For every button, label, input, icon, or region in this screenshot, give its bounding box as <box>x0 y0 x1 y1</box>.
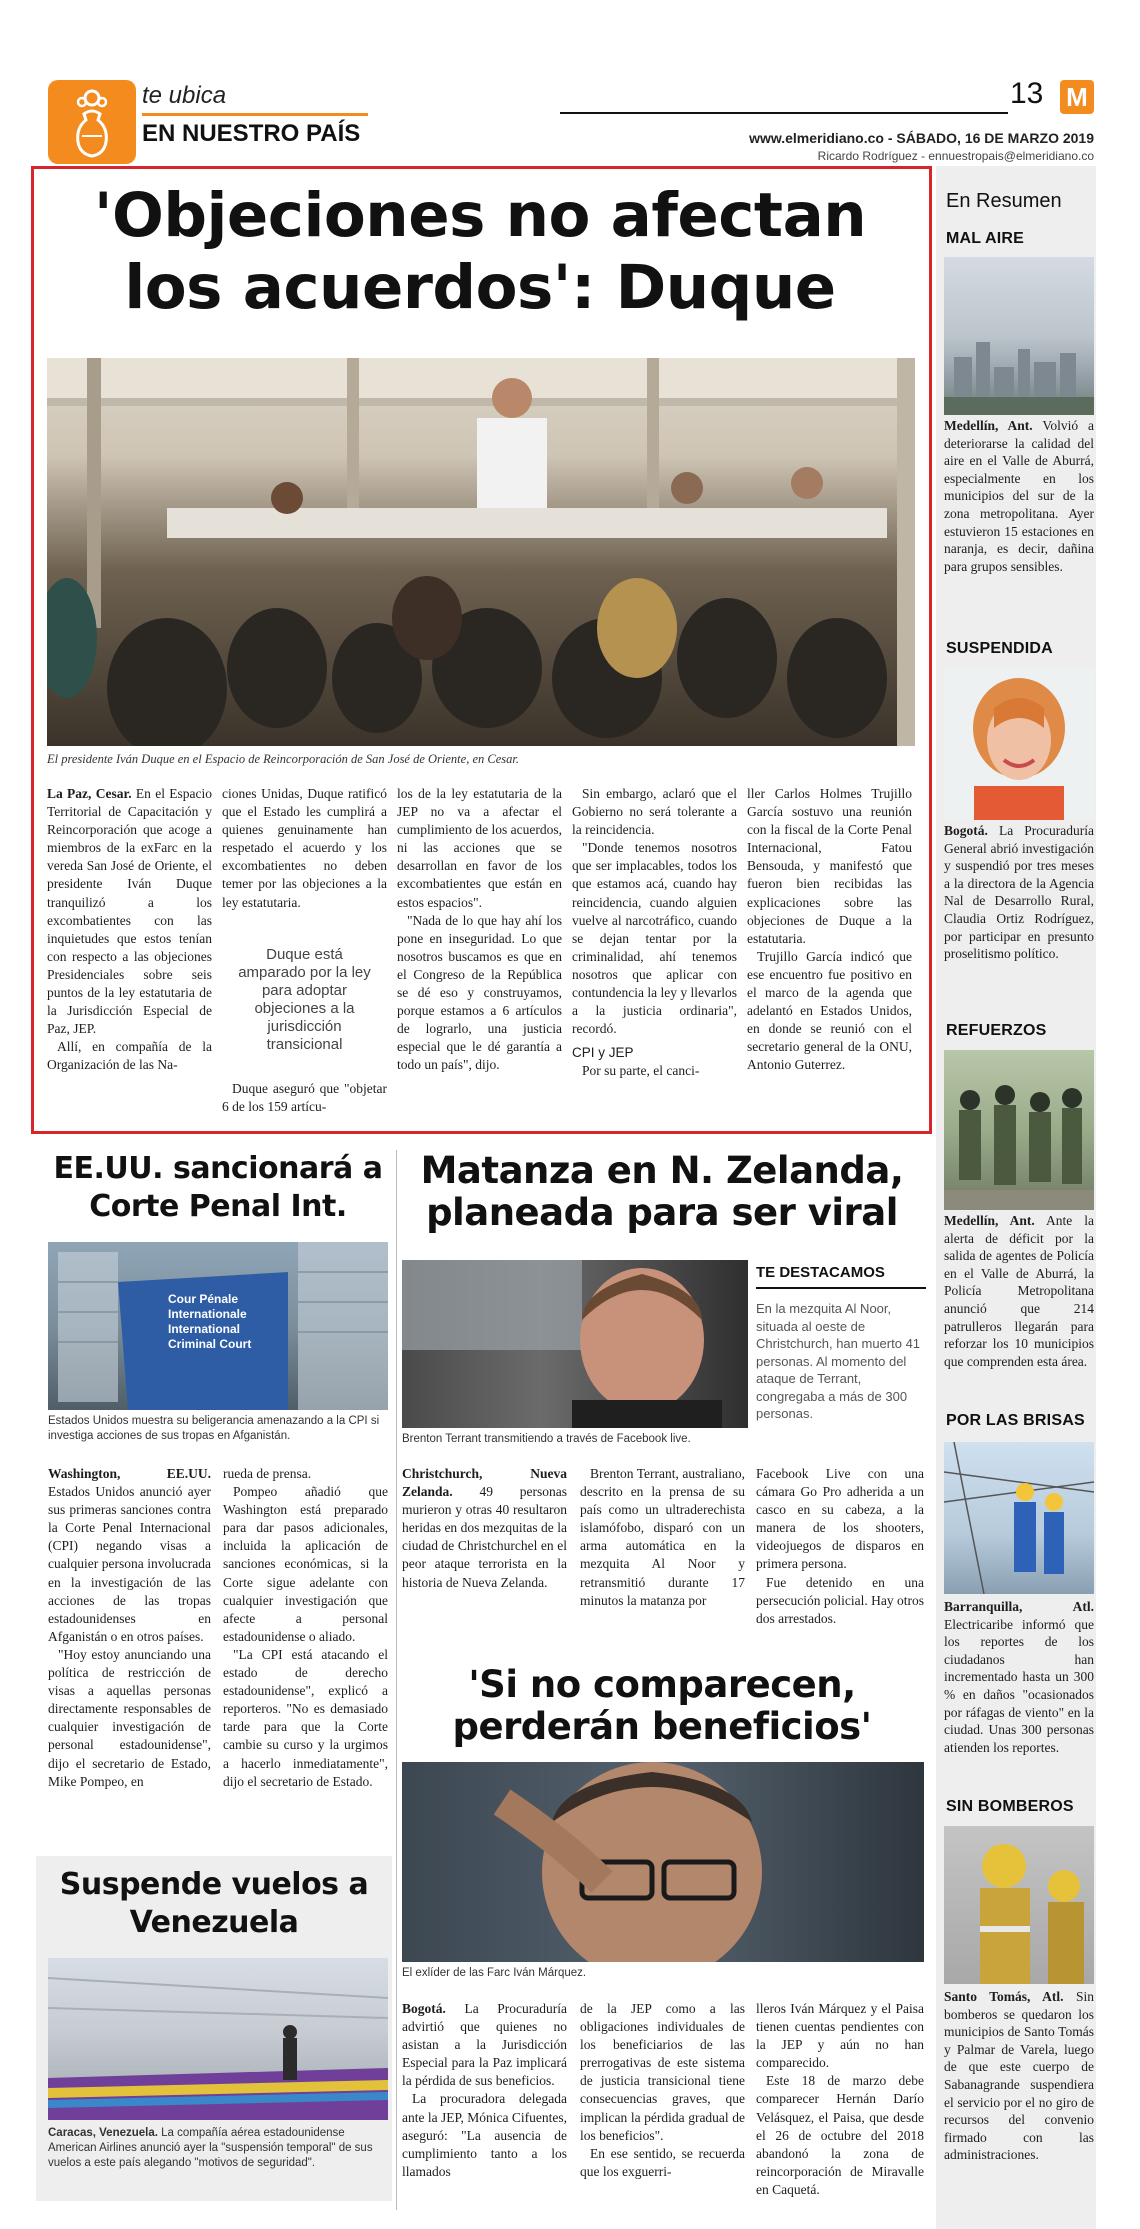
nz-story-col1-p1 <box>402 1465 567 1592</box>
sidebar-item-head: POR LAS BRISAS <box>946 1412 1085 1429</box>
jep-story-col1-text: La Procuraduría advirtió que quienes no asistan a la Jurisdicción Especial para la Paz implicará la pérdida de sus beneficios. <box>402 2001 567 2089</box>
sidebar-item-body <box>944 417 1094 575</box>
sidebar-item-text: La Procuraduría General abrió investigación y suspendió por tres meses a la directora de la Agencia Nal de Desarrollo Rural, Claudia Ortiz Rodríguez, por participar en presunto proselitismo político. <box>944 823 1094 962</box>
jep-story-col3-p1: lleros Iván Márquez y el Paisa tienen cuentas pendientes con la JEP y aún no han comparecido. <box>756 2001 924 2071</box>
nz-story-caption: Brenton Terrant transmitiendo a través de Facebook live. <box>402 1433 691 1445</box>
jep-story-col1-p1 <box>402 2000 567 2090</box>
main-story-subhead: CPI y JEP <box>572 1045 634 1061</box>
sidebar-photo-portrait <box>944 668 1094 820</box>
sidebar-item-body <box>944 822 1094 963</box>
cpi-story-photo <box>48 1242 388 1410</box>
sidebar-item-dateline: Medellín, Ant. <box>944 418 1033 433</box>
cpi-story-col1-text: Estados Unidos anunció ayer sus primeras sanciones contra la Corte Penal Internacional (CPI) negando visas a cualquier persona involucrada en la investigación de las acciones de las tropas estadounidenses en Afganistán o en otros países. <box>48 1484 211 1644</box>
cpi-story-col1-p2: "Hoy estoy anunciando una política de restricción de visas a aquellas personas directamente responsables de cualquier investigación de personal estadounidense", dijo el secretario de Estado, Mike Pompeo, en <box>48 1646 211 1789</box>
sidebar-photo-smog <box>944 257 1094 415</box>
sidebar-photo-firefighter <box>944 1826 1094 1984</box>
nz-highlight-text: En la mezquita Al Noor, situada al oeste de Christchurch, han muerto 41 personas. Al momento del ataque de Terrant, congregaba a más de 300 personas. <box>756 1301 921 1421</box>
nz-story-title: Matanza en N. Zelanda, planeada para ser viral <box>420 1149 904 1234</box>
nz-story-col3 <box>756 1465 924 1633</box>
main-story-col5 <box>747 785 912 1120</box>
jep-story-col2 <box>580 2000 745 2225</box>
main-story-caption: El presidente Iván Duque en el Espacio de Reincorporación de San José de Oriente, en Cesar. <box>47 752 519 766</box>
jep-story-col2-p2: En ese sentido, se recuerda que los exguerri- <box>580 2145 745 2179</box>
vase-icon <box>48 80 136 164</box>
sidebar-item-dateline: Bogotá. <box>944 823 988 838</box>
sidebar-item-dateline: Medellín, Ant. <box>944 1213 1035 1228</box>
nz-story-col2 <box>580 1465 745 1633</box>
nz-highlight-head: TE DESTACAMOS <box>756 1264 885 1281</box>
sidebar-item-dateline: Barranquilla, Atl. <box>944 1599 1094 1614</box>
main-story-col5-p1: ller Carlos Holmes Trujillo García sostuvo una reunión con la fiscal de la Corte Penal Internacional, Fatou Bensouda, y manifestó que fueron bien recibidas las explicaciones sobre las objeciones de Duque a la estatutaria. <box>747 786 912 946</box>
portrait-icon <box>944 668 1094 820</box>
main-story-title: 'Objeciones no afectan los acuerdos': Duque <box>93 180 867 323</box>
cpi-story-col2-p2: Pompeo añadió que Washington está preparado para dar pasos adicionales, incluida la aplicación de sanciones económicas, si la Corte sigue adelante con cualquier investigación que afecte a personal estadounidense o aliado. <box>223 1484 388 1644</box>
section-label-big: EN NUESTRO PAÍS <box>142 120 361 147</box>
sidebar-item-body <box>944 1988 1094 2164</box>
section-logo <box>48 80 136 164</box>
jep-story-col1 <box>402 2000 567 2225</box>
jep-story-title: 'Si no comparecen, perderán beneficios' <box>452 1663 872 1748</box>
main-story-col2-p1: ciones Unidas, Duque ratificó que el Estado les cumplirá a quienes genuinamente han respetado el acuerdo y los excombatientes no deben temer por las objeciones a la ley estatutaria. <box>222 786 387 910</box>
cpi-story-dateline: Washington, EE.UU. <box>48 1466 211 1481</box>
jep-story-photo <box>402 1762 924 1962</box>
jep-story-dateline: Bogotá. <box>402 2001 446 2016</box>
cpi-story-caption: Estados Unidos muestra su beligerancia amenazando a la CPI si investiga acciones de sus tropas en Afganistán. <box>48 1415 380 1442</box>
cpi-story-col2-p1: rueda de prensa. <box>223 1466 312 1481</box>
cpi-story-col2-p3: "La CPI está atacando el estado de derecho estadounidense", explicó a reporteros. "No es demasiado tarde para que la Corte cambie su curso y la urgimos a hacerlo inmediatamente", dijo el secretario de Estado. <box>223 1646 388 1789</box>
jep-story-col3 <box>756 2000 924 2225</box>
sidebar-item-body <box>944 1212 1094 1370</box>
nz-story-photo <box>402 1260 748 1428</box>
nz-story-col1-text: 49 personas murieron y otras 40 resultaron heridas en dos mezquitas de la ciudad de Christchurchel en el peor ataque terrorista en la historia de Nueva Zelanda. <box>402 1484 567 1590</box>
sidebar-item-dateline: Santo Tomás, Atl. <box>944 1989 1064 2004</box>
main-story-col1-p2: Allí, en compañía de la Organización de las Na- <box>47 1039 212 1073</box>
site-date: www.elmeridiano.co - SÁBADO, 16 DE MARZO 2019 <box>749 130 1094 146</box>
main-story-dateline: La Paz, Cesar. <box>47 786 132 801</box>
main-story-col1-p1 <box>47 785 212 1038</box>
sidebar-item-head: SUSPENDIDA <box>946 640 1053 657</box>
man-with-glasses-icon <box>402 1762 924 1962</box>
sidebar-item-text: Ante la alerta de déficit por la salida de agentes de Policía en el Valle de Aburrá, la Policía Metropolitana anunció que 214 patrulleros llegarán para reforzar los 10 municipios que comprenden esta área. <box>944 1213 1094 1369</box>
venezuela-story-title: Suspende vuelos a Venezuela <box>59 1867 369 1940</box>
airport-terminal-icon <box>48 1958 388 2120</box>
venezuela-story-caption-text: La compañía aérea estadounidense American Airlines anunció ayer la "suspensión temporal" de sus vuelos a este país alegando "motivos de seguridad". <box>48 2127 373 2169</box>
jep-story-col1-p2: La procuradora delegada ante la JEP, Mónica Cifuentes, aseguró: "La ausencia de cumplimiento tanto a los llamados <box>402 2091 567 2179</box>
sidebar-photo-workers <box>944 1442 1094 1594</box>
main-story-col3-p1: los de la ley estatutaria de la JEP no va a afectar el cumplimiento de los acuerdos, ni las acciones que se desarrollan en favor de los excombatientes que están en estos espacios". <box>397 786 562 910</box>
sidebar-item-head: MAL AIRE <box>946 230 1025 247</box>
main-story-col5-p2: Trujillo García indicó que ese encuentro fue positivo en el marco de la agenda que adelantó en Estados Unidos, en donde se reunió con el secretario general de la ONU, Antonio Guterrez. <box>747 948 912 1073</box>
main-story-col4-p2: "Donde tenemos nosotros que ser implacables, todos los que estamos acá, cuando hay reincidencia, cuando alguien vuelve al narcotráfico, cuando se dejan tentar por la criminalidad, ahí tenemos nosotros que aplicar con contundencia la ley y llevarlos a la justicia ordinaria", recordó. <box>572 840 737 1037</box>
venezuela-story-dateline: Caracas, Venezuela. <box>48 2127 158 2139</box>
section-label-small: te ubica <box>142 82 227 109</box>
utility-workers-icon <box>944 1442 1094 1594</box>
sidebar-item-text: Volvió a deteriorarse la calidad del aire en el Valle de Aburrá, especialmente en los municipios del sur de la zona metropolitana. Ayer estuvieron 15 estaciones en naranja, es decir, dañina para grupos sensibles. <box>944 418 1094 574</box>
main-story-pull-quote: Duque está amparado por la ley para adoptar objeciones a la jurisdicción transicional <box>238 945 371 1053</box>
sidebar-title: En Resumen <box>946 190 1062 212</box>
main-story-col4-p1: Sin embargo, aclaró que el Gobierno no será tolerante a la reincidencia. <box>572 786 737 838</box>
main-story-col4-p3: Por su parte, el canci- <box>582 1063 700 1079</box>
sidebar-item-head: SIN BOMBEROS <box>946 1798 1074 1815</box>
brand-logo-letter: M <box>1066 82 1088 112</box>
cpi-story-col1-p1 <box>48 1465 211 1646</box>
column-divider <box>396 1150 397 2210</box>
cpi-sign-text: Cour Pénale Internationale International Criminal Court <box>168 1292 252 1351</box>
byline: Ricardo Rodríguez - ennuestropais@elmeridiano.co <box>817 149 1094 163</box>
sidebar-item-text: Electricaribe informó que los reportes de los ciudadanos han incrementado hasta un 300 % en daños "ocasionados por ráfagas de viento" en la ciudad. Unas 300 personas atienden los reportes. <box>944 1616 1094 1755</box>
main-story-col3 <box>397 785 562 1120</box>
nz-story-col2-p1: Brenton Terrant, australiano, descrito en la prensa de su país como un ultraderechista islamófobo, disparó con un arma automática en la mezquita Al Noor y retransmitió durante 17 minutos la matanza por <box>580 1466 745 1608</box>
main-story-col4 <box>572 785 737 1120</box>
main-story-col2 <box>222 785 387 1120</box>
sidebar-item-body <box>944 1598 1094 1756</box>
cpi-story-col2 <box>223 1465 388 1845</box>
section-underline <box>142 113 368 116</box>
brand-logo <box>1060 80 1094 114</box>
nz-story-col1 <box>402 1465 567 1633</box>
sidebar-item-text: Sin bomberos se quedaron los municipios de Santo Tomás y Palmar de Varela, luego de que este cuerpo de Sabanagrande suspendiera el servicio por el no giro de recursos del convenio firmado con las administraciones. <box>944 1989 1094 2163</box>
cpi-story-col1 <box>48 1465 211 1845</box>
sidebar-item-head: REFUERZOS <box>946 1022 1047 1039</box>
police-officers-icon <box>944 1050 1094 1210</box>
jep-story-col3-p2: Este 18 de marzo debe comparecer Hernán Darío Velásquez, el Paisa, que desde el 26 de octubre del 2018 abandonó la zona de reincorporación de Miravalle en Caquetá. <box>756 2073 924 2197</box>
main-story-col1 <box>47 785 212 1120</box>
city-skyline-icon <box>944 257 1094 415</box>
man-in-car-icon <box>402 1260 748 1428</box>
main-story-col2-p2: Duque aseguró que "objetar 6 de los 159 artícu- <box>222 1080 387 1114</box>
nz-story-dateline: Christchurch, Nueva Zelanda. <box>402 1466 567 1500</box>
jep-story-col2-p1: de la JEP como a las obligaciones individuales de los beneficiarios de las prerrogativas de este sistema de justicia transicional tiene consecuencias graves, que implican la pérdida gradual de los beneficios". <box>580 2001 745 2143</box>
main-story-photo <box>47 358 915 746</box>
main-story-col1-text: En el Espacio Territorial de Capacitación y Reincorporación que acoge a miembros de la exFarc en la vereda San José de Oriente, el presidente Iván Duque tranquilizó a los excombatientes con las inquietudes que estos tenían con respecto a las objeciones Presidenciales sobre seis puntos de la ley estatutaria de la Jurisdicción Especial de Paz, JEP. <box>47 786 212 1037</box>
venezuela-story-photo <box>48 1958 388 2120</box>
header-rule <box>560 112 1008 114</box>
main-story-col3-p2: "Nada de lo que hay ahí los pone en inseguridad. Lo que nosotros buscamos es que en el Congreso de la República se dé eso y construyamos, porque estamos a 6 artículos de lograrlo, una justicia especial que le dé garantía a todo un país", dijo. <box>397 912 562 1073</box>
nz-story-col3-p2: Fue detenido en una persecución policial. Hay otros dos arrestados. <box>756 1574 924 1626</box>
photo-illustration <box>47 358 915 746</box>
nz-highlight-rule <box>756 1287 926 1289</box>
venezuela-story-caption <box>48 2126 388 2171</box>
jep-story-caption: El exlíder de las Farc Iván Márquez. <box>402 1967 587 1979</box>
cpi-story-title: EE.UU. sancionará a Corte Penal Int. <box>53 1151 383 1224</box>
sidebar-photo-police <box>944 1050 1094 1210</box>
firefighter-icon <box>944 1826 1094 1984</box>
nz-story-col3-p1: Facebook Live con una cámara Go Pro adherida a un casco en su cabeza, a la manera de los shooters, videojuegos de disparos en primera persona. <box>756 1466 924 1572</box>
page-number: 13 <box>1010 77 1044 110</box>
